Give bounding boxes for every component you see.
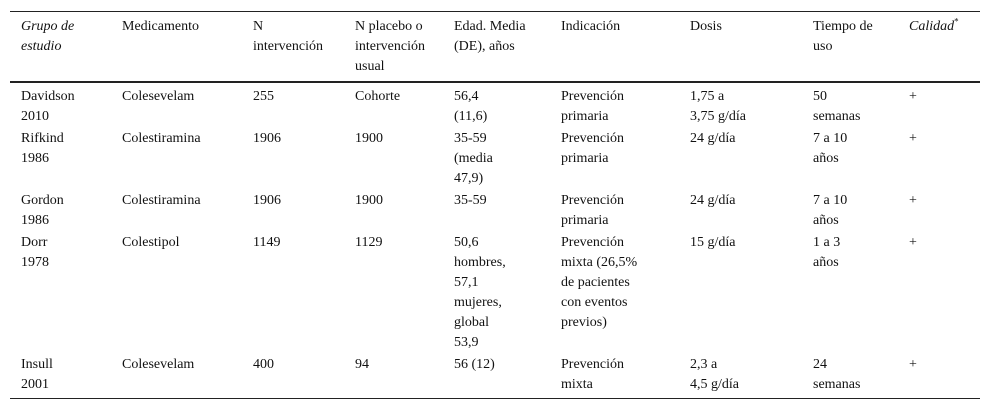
cell-indicacion: Prevención primaria: [561, 89, 624, 124]
cell-n-intervencion: 400: [253, 357, 274, 372]
cell-edad: 56 (12): [454, 357, 495, 372]
cell-tiempo: 24 semanas: [813, 357, 861, 392]
cell-calidad: +: [909, 235, 917, 250]
header-grupo-de-estudio: Grupo de estudio: [21, 19, 75, 54]
cell-n-intervencion: 1906: [253, 193, 281, 208]
header-edad-media: Edad. Media (DE), años: [454, 19, 526, 54]
header-medicamento: Medicamento: [122, 19, 199, 34]
cell-edad: 35-59 (media 47,9): [454, 131, 493, 186]
header-dosis: Dosis: [690, 19, 722, 34]
cell-dosis: 24 g/día: [690, 131, 736, 146]
header-n-placebo: N placebo o intervención usual: [355, 19, 425, 74]
cell-grupo: Davidson 2010: [21, 89, 75, 124]
table-top-rule: [10, 11, 980, 12]
cell-indicacion: Prevención primaria: [561, 131, 624, 166]
cell-tiempo: 7 a 10 años: [813, 193, 848, 228]
cell-indicacion: Prevención primaria: [561, 193, 624, 228]
cell-tiempo: 50 semanas: [813, 89, 861, 124]
header-calidad: [909, 17, 959, 37]
cell-calidad: +: [909, 357, 917, 372]
header-indicacion: Indicación: [561, 19, 621, 34]
cell-dosis: 1,75 a 3,75 g/día: [690, 89, 746, 124]
header-tiempo-de-uso: Tiempo de uso: [813, 19, 873, 54]
cell-dosis: 15 g/día: [690, 235, 736, 250]
cell-n-intervencion: 255: [253, 89, 274, 104]
cell-edad: 56,4 (11,6): [454, 89, 488, 124]
cell-edad: 35-59: [454, 193, 487, 208]
cell-dosis: 24 g/día: [690, 193, 736, 208]
cell-grupo: Dorr 1978: [21, 235, 49, 270]
cell-n-placebo: 1129: [355, 235, 383, 250]
cell-indicacion: Prevención mixta (26,5% de pacientes con eventos previos): [561, 235, 638, 330]
header-n-intervencion: N intervención: [253, 19, 323, 54]
cell-edad: 50,6 hombres, 57,1 mujeres, global 53,9: [454, 235, 506, 350]
cell-dosis: 2,3 a 4,5 g/día: [690, 357, 739, 392]
cell-medicamento: Colestiramina: [122, 131, 201, 146]
cell-tiempo: 7 a 10 años: [813, 131, 848, 166]
cell-n-intervencion: 1906: [253, 131, 281, 146]
cell-n-intervencion: 1149: [253, 235, 281, 250]
table-bottom-rule: [10, 398, 980, 399]
cell-medicamento: Colestipol: [122, 235, 180, 250]
cell-grupo: Insull 2001: [21, 357, 53, 392]
cell-grupo: Gordon 1986: [21, 193, 64, 228]
cell-n-placebo: Cohorte: [355, 89, 401, 104]
header-calidad-label: Calidad: [909, 19, 955, 34]
cell-calidad: +: [909, 131, 917, 146]
cell-calidad: +: [909, 193, 917, 208]
cell-tiempo: 1 a 3 años: [813, 235, 841, 270]
quality-footnote-marker: *: [954, 16, 959, 27]
cell-n-placebo: 94: [355, 357, 369, 372]
cell-medicamento: Colesevelam: [122, 89, 195, 104]
cell-n-placebo: 1900: [355, 131, 383, 146]
table-header-rule: [10, 81, 980, 83]
cell-medicamento: Colestiramina: [122, 193, 201, 208]
cell-medicamento: Colesevelam: [122, 357, 195, 372]
cell-n-placebo: 1900: [355, 193, 383, 208]
cell-indicacion: Prevención mixta: [561, 357, 624, 392]
cell-grupo: Rifkind 1986: [21, 131, 64, 166]
cell-calidad: +: [909, 89, 917, 104]
